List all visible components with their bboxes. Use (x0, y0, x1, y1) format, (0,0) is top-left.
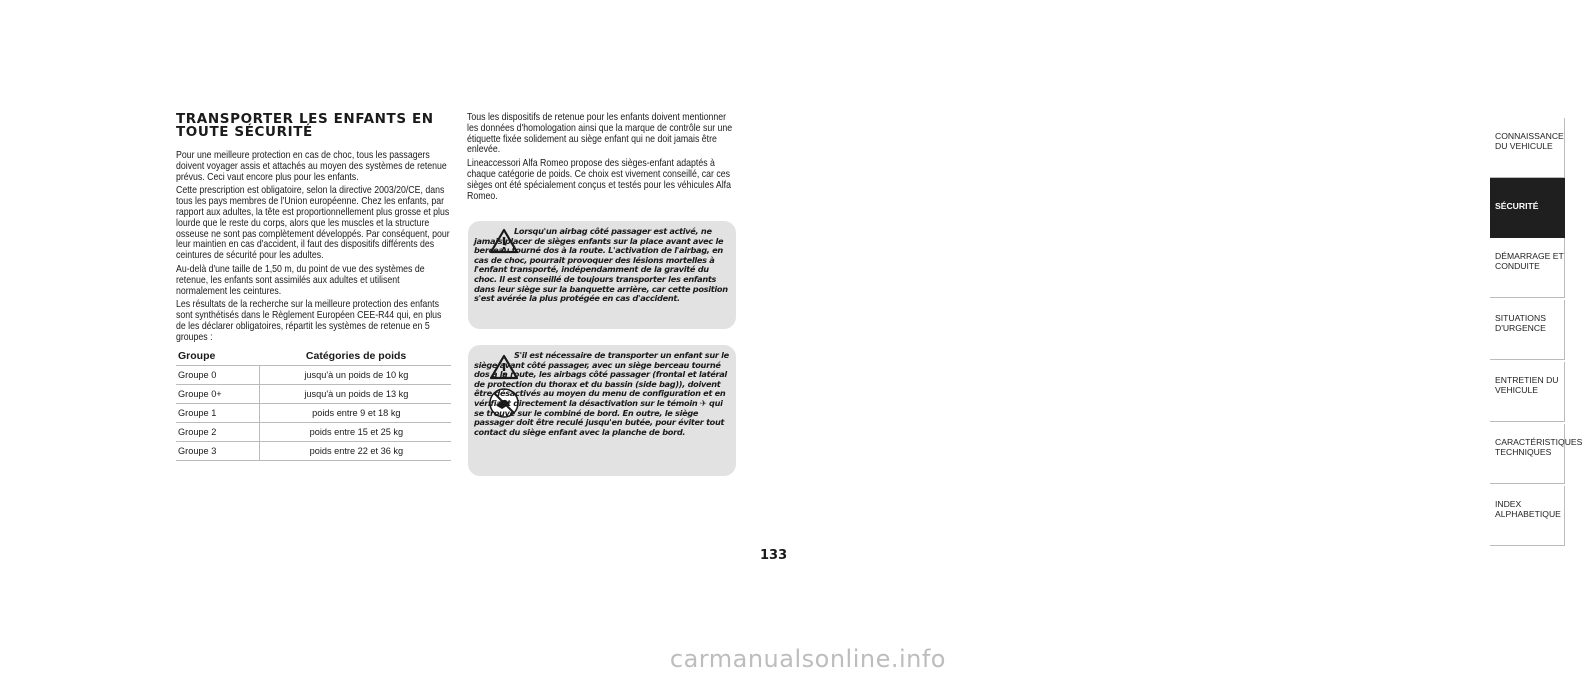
warning-text: S'il est nécessaire de transporter un enfant sur le siège avant côté passager, avec un siège berceau tourné dos à la route, les airbags côté passager (frontal et latéral de protection du thorax et du bassin (side bag)), doivent être désactivés au moyen du menu de configuration et en vérifiant directement la désactivation sur le témoin ✈ qui se trouve sur le combiné de bord. En outre, le siège passager doit être reculé jusqu'en butée, pour éviter tout contact du siège enfant avec la planche de bord. (474, 350, 729, 437)
table-cell: Groupe 0+ (176, 384, 259, 403)
table-row (176, 422, 451, 441)
table-cell: Groupe 3 (176, 441, 259, 460)
table-cell: Groupe 0 (176, 365, 259, 384)
paragraph: Pour une meilleure protection en cas de choc, tous les passagers doivent voyager assis et attachés au moyen des systèmes de retenue prévus. Ceci vaut encore plus pour les enfants. (176, 150, 447, 183)
table-cell: Groupe 2 (176, 422, 259, 441)
table-header-weight: Catégories de poids (305, 349, 407, 362)
sidebar-item-index[interactable]: INDEX ALPHABETIQUE (1490, 486, 1565, 546)
paragraph: Lineaccessori Alfa Romeo propose des sièges-enfant adaptés à chaque catégorie de poids. Ce choix est vivement conseillé, car ces sièges ont été spécialement conçus et testés pour les véhicules Alfa Romeo. (467, 158, 731, 202)
section-title (176, 113, 451, 139)
table-cell: jusqu'à un poids de 10 kg (259, 365, 451, 384)
sidebar-item-caracteristiques[interactable]: CARACTÉRISTIQUES TECHNIQUES (1490, 424, 1565, 484)
left-column (176, 113, 451, 461)
sidebar-item-securite[interactable]: SÉCURITÉ (1490, 178, 1565, 238)
table-cell: jusqu'à un poids de 13 kg (259, 384, 451, 403)
sidebar-item-connaissance[interactable]: CONNAISSANCE DU VEHICULE (1490, 118, 1565, 178)
paragraph: Tous les dispositifs de retenue pour les enfants doivent mentionner les données d'homologation ainsi que la marque de contrôle sur une étiquette fixée solidement au siège enfant qui ne doit jamais être enlevée. (467, 112, 733, 156)
warning-box-airbag (468, 221, 736, 329)
paragraph: Les résultats de la recherche sur la meilleure protection des enfants sont synthétisés dans le Règlement Européen CEE-R44 qui, en plus de les déclarer obligatoires, répartit les systèmes de retenue en 5 groupes : (176, 299, 442, 343)
warning-box-passenger-seat (468, 345, 736, 476)
table-header-group: Groupe (178, 349, 216, 362)
paragraph: Au-delà d'une taille de 1,50 m, du point de vue des systèmes de retenue, les enfants sont assimilés aux adultes et utilisent normalement les ceintures. (176, 263, 425, 297)
table-cell: poids entre 9 et 18 kg (259, 403, 451, 422)
table-row (176, 365, 451, 384)
table-cell: poids entre 15 et 25 kg (259, 422, 451, 441)
title-line-1: TRANSPORTER LES ENFANTS EN (176, 111, 434, 127)
page-number: 133 (760, 548, 788, 563)
table-cell: Groupe 1 (176, 403, 259, 422)
table-row (176, 403, 451, 422)
table-row (176, 441, 451, 460)
paragraph: Cette prescription est obligatoire, selon la directive 2003/20/CE, dans tous les pays membres de l'Union européenne. Chez les enfants, par rapport aux adultes, la tête est proportionnellement plus grosse et plus lourde que le reste du corps, alors que les muscles et la structure osseuse ne sont pas complètement développés. Par conséquent, pour leur maintien en cas d'accident, il faut des dispositifs différents des ceintures de sécurité pour les adultes. (176, 185, 450, 262)
weight-groups-table (176, 347, 451, 461)
sidebar-item-entretien[interactable]: ENTRETIEN DU VEHICULE (1490, 362, 1565, 422)
warning-text: Lorsqu'un airbag côté passager est activé, ne jamais placer de sièges enfants sur la place avant avec le berceau tourné dos à la route. L'activation de l'airbag, en cas de choc, pourrait provoquer des lésions mortelles à l'enfant transporté, indépendamment de la gravité du choc. Il est conseillé de toujours transporter les enfants dans leur siège sur la banquette arrière, car cette position s'est avérée la plus protégée en cas d'accident. (474, 226, 728, 304)
table-cell: poids entre 22 et 36 kg (259, 441, 451, 460)
table-header-row (176, 347, 451, 366)
watermark: carmanualsonline.info (669, 645, 946, 673)
sidebar-item-demarrage[interactable]: DÉMARRAGE ET CONDUITE (1490, 238, 1565, 298)
sidebar-item-situations[interactable]: SITUATIONS D'URGENCE (1490, 300, 1565, 360)
table-row (176, 384, 451, 403)
title-line-2: TOUTE SÉCURITÉ (176, 124, 313, 140)
right-column (467, 113, 737, 205)
